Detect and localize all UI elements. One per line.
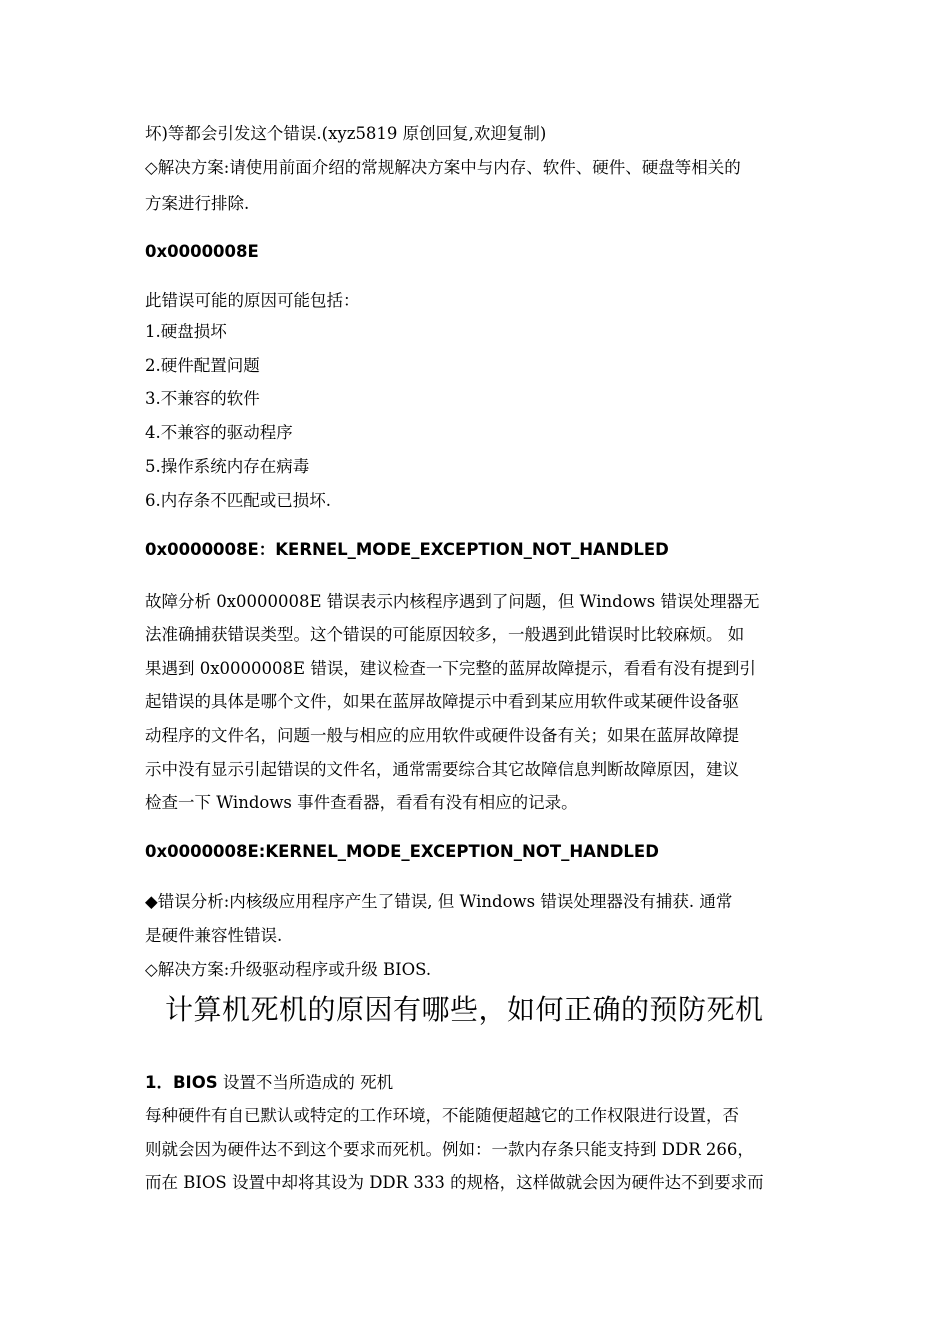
paragraph-line: 果遇到 0x0000008E 错误，建议检查一下完整的蓝屏故障提示，看看有没有提到引 xyxy=(145,659,756,678)
list-item: 5.操作系统内存在病毒 xyxy=(145,457,310,476)
paragraph-line: 法准确捕获错误类型。这个错误的可能原因较多，一般遇到此错误时比较麻烦。 如 xyxy=(145,625,745,644)
text-line: ◇解决方案:请使用前面介绍的常规解决方案中与内存、软件、硬件、硬盘等相关的 xyxy=(145,158,741,177)
list-item: 4.不兼容的驱动程序 xyxy=(145,423,293,442)
section-heading: 0x0000008E：KERNEL_MODE_EXCEPTION_NOT_HANDLED xyxy=(145,540,669,559)
paragraph-line: 故障分析 0x0000008E 错误表示内核程序遇到了问题，但 Windows 错误处理器无 xyxy=(145,592,760,611)
text-line: 方案进行排除. xyxy=(145,194,250,213)
paragraph-line: 起错误的具体是哪个文件，如果在蓝屏故障提示中看到某应用软件或某硬件设备驱 xyxy=(145,692,739,711)
subsection-keyword: BIOS xyxy=(172,1073,218,1092)
text-line: ◇解决方案:升级驱动程序或升级 BIOS. xyxy=(145,960,432,979)
text-line: ◆错误分析:内核级应用程序产生了错误, 但 Windows 错误处理器没有捕获. 通常 xyxy=(145,892,733,911)
list-item: 6.内存条不匹配或已损坏. xyxy=(145,491,331,510)
paragraph-line: 每种硬件有自已默认或特定的工作环境，不能随便超越它的工作权限进行设置，否 xyxy=(145,1106,739,1125)
subsection-title xyxy=(145,1073,810,1093)
subsection-text: 设置不当所造成的 死机 xyxy=(217,1073,394,1092)
text-line: 是硬件兼容性错误. xyxy=(145,926,283,945)
paragraph-line: 则就会因为硬件达不到这个要求而死机。例如：一款内存条只能支持到 DDR 266， xyxy=(145,1140,754,1159)
text-line: 此错误可能的原因可能包括： xyxy=(145,291,360,310)
list-item: 2.硬件配置问题 xyxy=(145,356,260,375)
paragraph-line: 动程序的文件名，问题一般与相应的应用软件或硬件设备有关；如果在蓝屏故障提 xyxy=(145,726,739,745)
text-line: 坏)等都会引发这个错误.(xyz5819 原创回复,欢迎复制) xyxy=(145,124,547,143)
paragraph-line: 而在 BIOS 设置中却将其设为 DDR 333 的规格，这样做就会因为硬件达不到要求而 xyxy=(145,1173,764,1192)
list-item: 3.不兼容的软件 xyxy=(145,389,260,408)
section-heading: 0x0000008E:KERNEL_MODE_EXCEPTION_NOT_HANDLED xyxy=(145,842,659,861)
paragraph-line: 示中没有显示引起错误的文件名，通常需要综合其它故障信息判断故障原因，建议 xyxy=(145,760,739,779)
subsection-number: 1． xyxy=(145,1073,173,1092)
section-heading: 0x0000008E xyxy=(145,242,259,261)
list-item: 1.硬盘损坏 xyxy=(145,322,227,341)
article-title: 计算机死机的原因有哪些，如何正确的预防死机 xyxy=(165,993,764,1026)
paragraph-line: 检查一下 Windows 事件查看器，看看有没有相应的记录。 xyxy=(145,793,578,812)
